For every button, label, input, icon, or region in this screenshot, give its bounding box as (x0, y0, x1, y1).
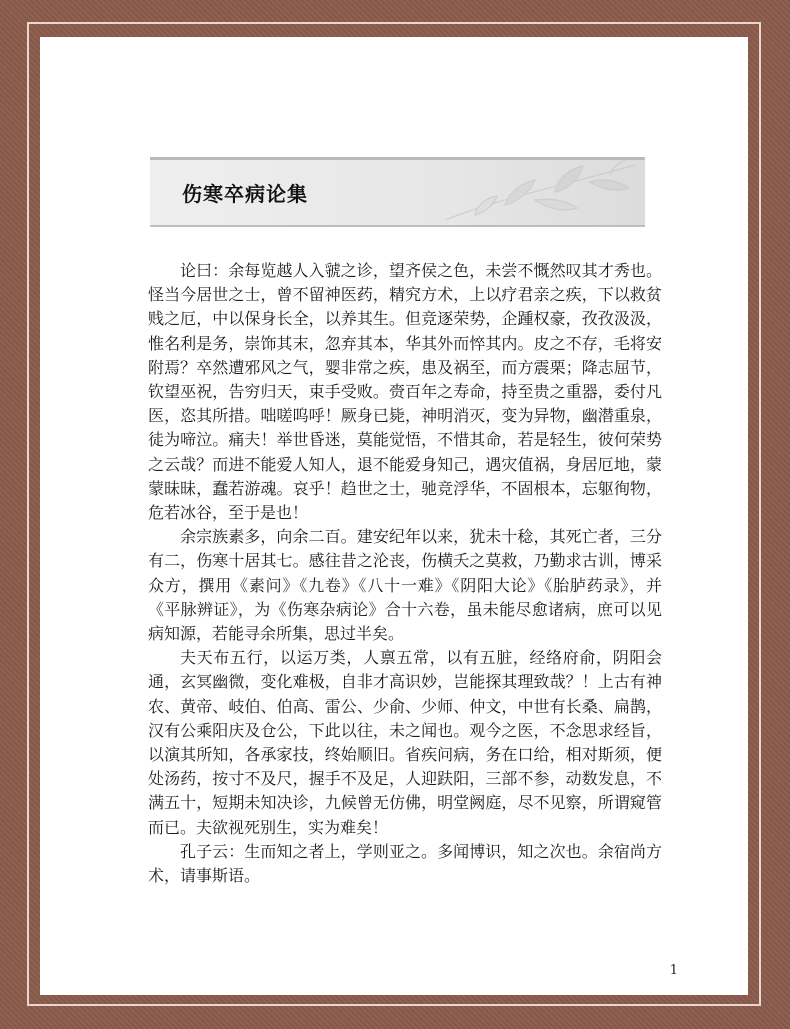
leaf-decoration-icon (385, 160, 645, 225)
paragraph: 孔子云：生而知之者上，学则亚之。多闻博识，知之次也。余宿尚方术，请事斯语。 (148, 841, 662, 886)
chapter-title: 伤寒卒病论集 (182, 182, 308, 206)
paragraph: 夫天布五行，以运万类，人禀五常，以有五脏，经络府俞，阴阳会通，玄冥幽微，变化难极，自非才高识妙，岂能探其理致哉？！上古有神农、黄帝、岐伯、伯高、雷公、少俞、少师、仲文，中世有长桑、扁鹊，汉有公乘阳庆及仓公，下此以往，未之闻也。观今之医，不念思求经旨，以演其所知，各承家技，终始顺旧。省疾问病，务在口给，相对斯须，便处汤药，按寸不及尺，握手不及足，人迎趺阳，三部不参，动数发息，不满五十，短期未知决诊，九候曾无仿佛，明堂阙庭，尽不见察，所谓窥管而已。夫欲视死别生，实为难矣！ (148, 648, 662, 837)
page-number: 1 (669, 963, 678, 978)
paragraph: 论曰：余每览越人入虢之诊，望齐侯之色，未尝不慨然叹其才秀也。怪当今居世之士，曾不留神医药，精究方术，上以疗君亲之疾，下以救贫贱之厄，中以保身长全，以养其生。但竞逐荣势，企踵权豪，孜孜汲汲，惟名利是务，崇饰其末，忽弃其本，华其外而悴其内。皮之不存，毛将安附焉？卒然遭邪风之气，婴非常之疾，患及祸至，而方震栗；降志屈节，钦望巫祝，告穷归天，束手受败。赍百年之寿命，持至贵之重器，委付凡医，恣其所措。咄嗟呜呼！厥身已毙，神明消灭，变为异物，幽潜重泉，徒为啼泣。痛夫！举世昏迷，莫能觉悟，不惜其命，若是轻生，彼何荣势之云哉？而进不能爱人知人，退不能爱身知己，遇灾值祸，身居厄地，蒙蒙昧昧，蠢若游魂。哀乎！趋世之士，驰竞浮华，不固根本，忘躯徇物，危若冰谷，至于是也！ (148, 261, 662, 523)
body-text (148, 259, 662, 888)
book-page (40, 37, 748, 995)
chapter-header-band (150, 157, 645, 227)
paragraph: 余宗族素多，向余二百。建安纪年以来，犹未十稔，其死亡者，三分有二，伤寒十居其七。感往昔之沦丧，伤横夭之莫救，乃勤求古训，博采众方，撰用《素问》《九卷》《八十一难》《阴阳大论》《胎胪药录》，并《平脉辨证》，为《伤寒杂病论》合十六卷，虽未能尽愈诸病，庶可以见病知源，若能寻余所集，思过半矣。 (148, 527, 662, 644)
